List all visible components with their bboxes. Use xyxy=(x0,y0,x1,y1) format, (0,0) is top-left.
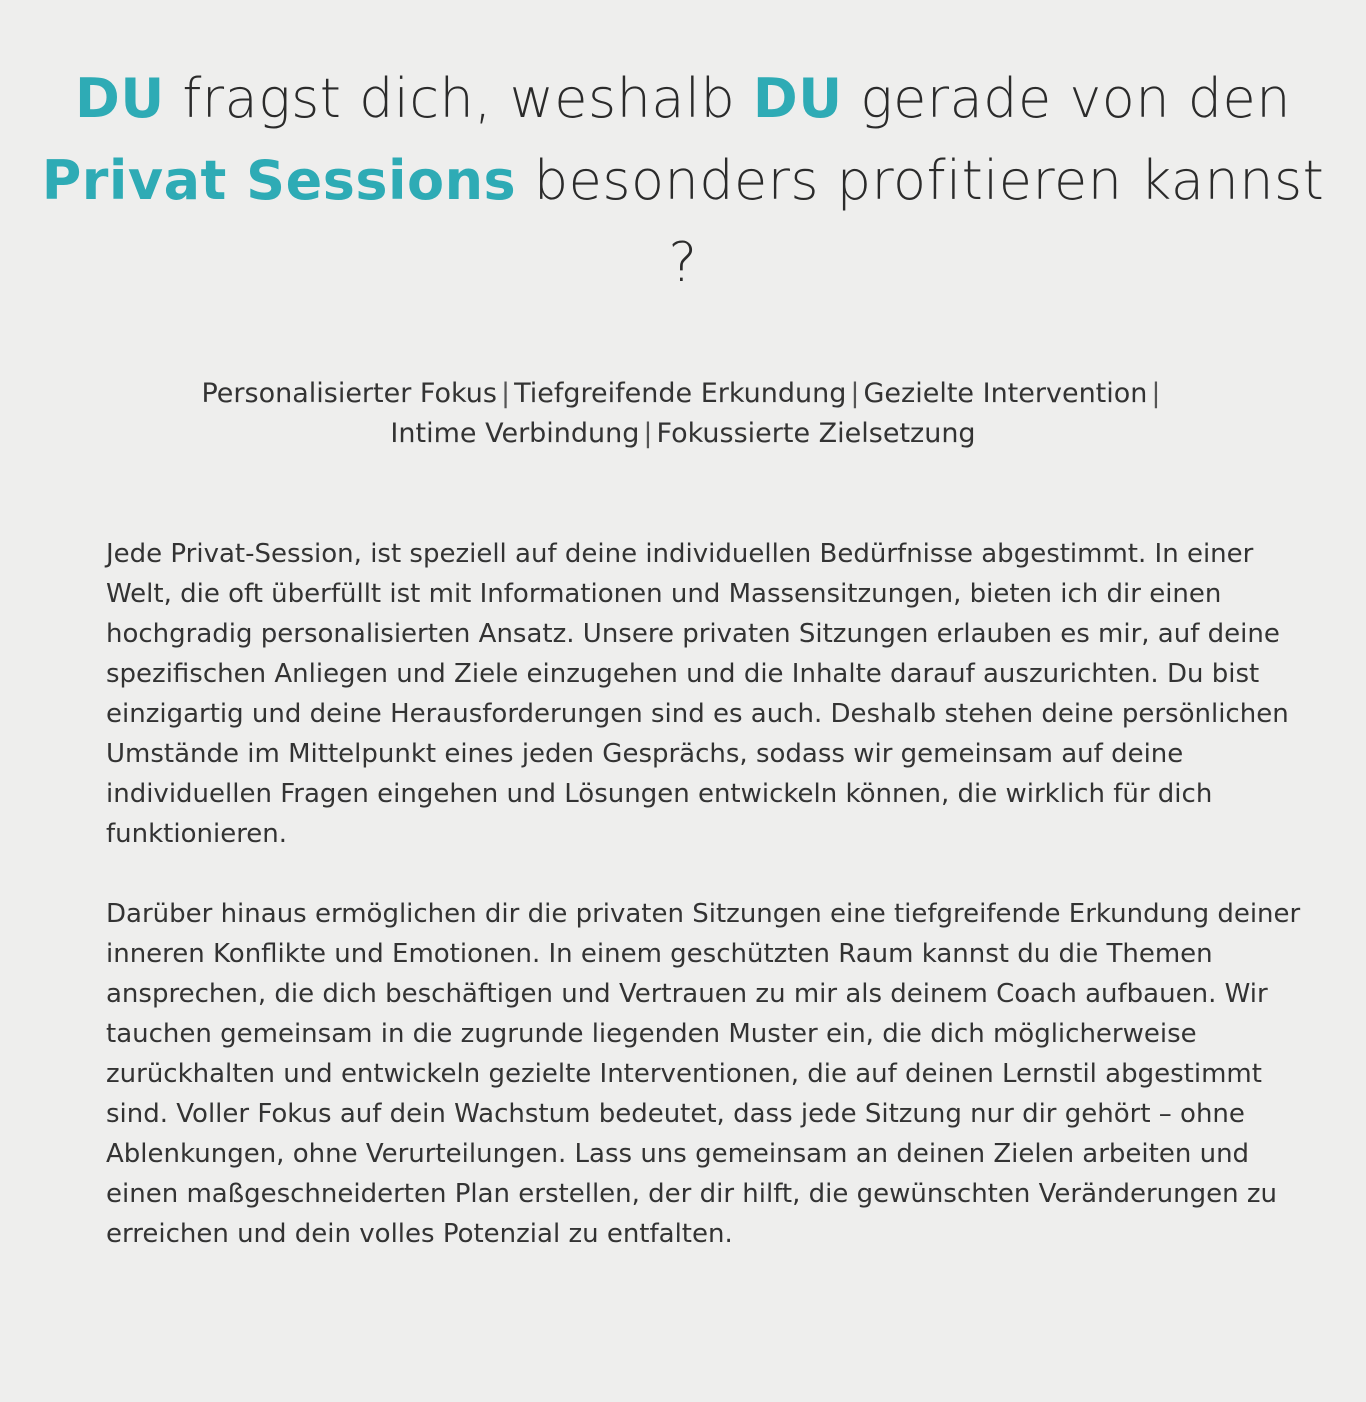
benefits-tagline xyxy=(60,374,1306,454)
headline-accent-du-2: DU xyxy=(752,67,843,130)
tagline-item: Tiefgreifende Erkundung xyxy=(514,378,847,409)
tagline-item: Intime Verbindung xyxy=(390,418,640,449)
headline-text-1: fragst dich, weshalb xyxy=(164,67,753,130)
body-paragraph-1: Jede Privat-Session, ist speziell auf deine individuellen Bedürfnisse abgestimmt. In einer Welt, die oft überfüllt ist mit Informationen und Massensitzungen, bieten ich dir einen hochgradig personalisierten Ansatz. Unsere privaten Sitzungen erlauben es mir, auf deine spezifischen Anliegen und Ziele einzugehen und die Inhalte darauf auszurichten. Du bist einzigartig und deine Herausforderungen sind es auch. Deshalb stehen deine persönlichen Umstände im Mittelpunkt eines jeden Gesprächs, sodass wir gemeinsam auf deine individuellen Fragen eingehen und Lösungen entwickeln können, die wirklich für dich funktionieren. xyxy=(106,539,1289,849)
tagline-separator: | xyxy=(1151,378,1161,409)
tagline-separator: | xyxy=(500,378,511,409)
headline-text-2: gerade von den xyxy=(842,67,1291,130)
tagline-item: Fokussierte Zielsetzung xyxy=(656,418,976,449)
tagline-separator: | xyxy=(643,418,653,449)
headline-text-3: besonders profitieren kannst ? xyxy=(516,149,1325,294)
body-paragraph-2: Darüber hinaus ermöglichen dir die privaten Sitzungen eine tiefgreifende Erkundung deiner inneren Konflikte und Emotionen. In einem geschützten Raum kannst du die Themen ansprechen, die dich beschäftigen und Vertrauen zu mir als deinem Coach aufbauen. Wir tauchen gemeinsam in die zugrunde liegenden Muster ein, die dich möglicherweise zurückhalten und entwickeln gezielte Interventionen, die auf deinen Lernstil abgestimmt sind. Voller Fokus auf dein Wachstum bedeutet, dass jede Sitzung nur dir gehört – ohne Ablenkungen, ohne Verurteilungen. Lass uns gemeinsam an deinen Zielen arbeiten und einen maßgeschneiderten Plan erstellen, der dir hilft, die gewünschten Veränderungen zu erreichen und dein volles Potenzial zu entfalten. xyxy=(106,899,1301,1249)
headline-accent-privat-sessions: Privat Sessions xyxy=(41,149,517,212)
tagline-item: Gezielte Intervention xyxy=(863,378,1148,409)
headline-accent-du-1: DU xyxy=(75,67,165,130)
tagline-item: Personalisierter Fokus xyxy=(201,378,497,409)
body-text xyxy=(106,534,1301,1294)
tagline-separator: | xyxy=(850,378,860,409)
page-headline xyxy=(40,58,1326,304)
